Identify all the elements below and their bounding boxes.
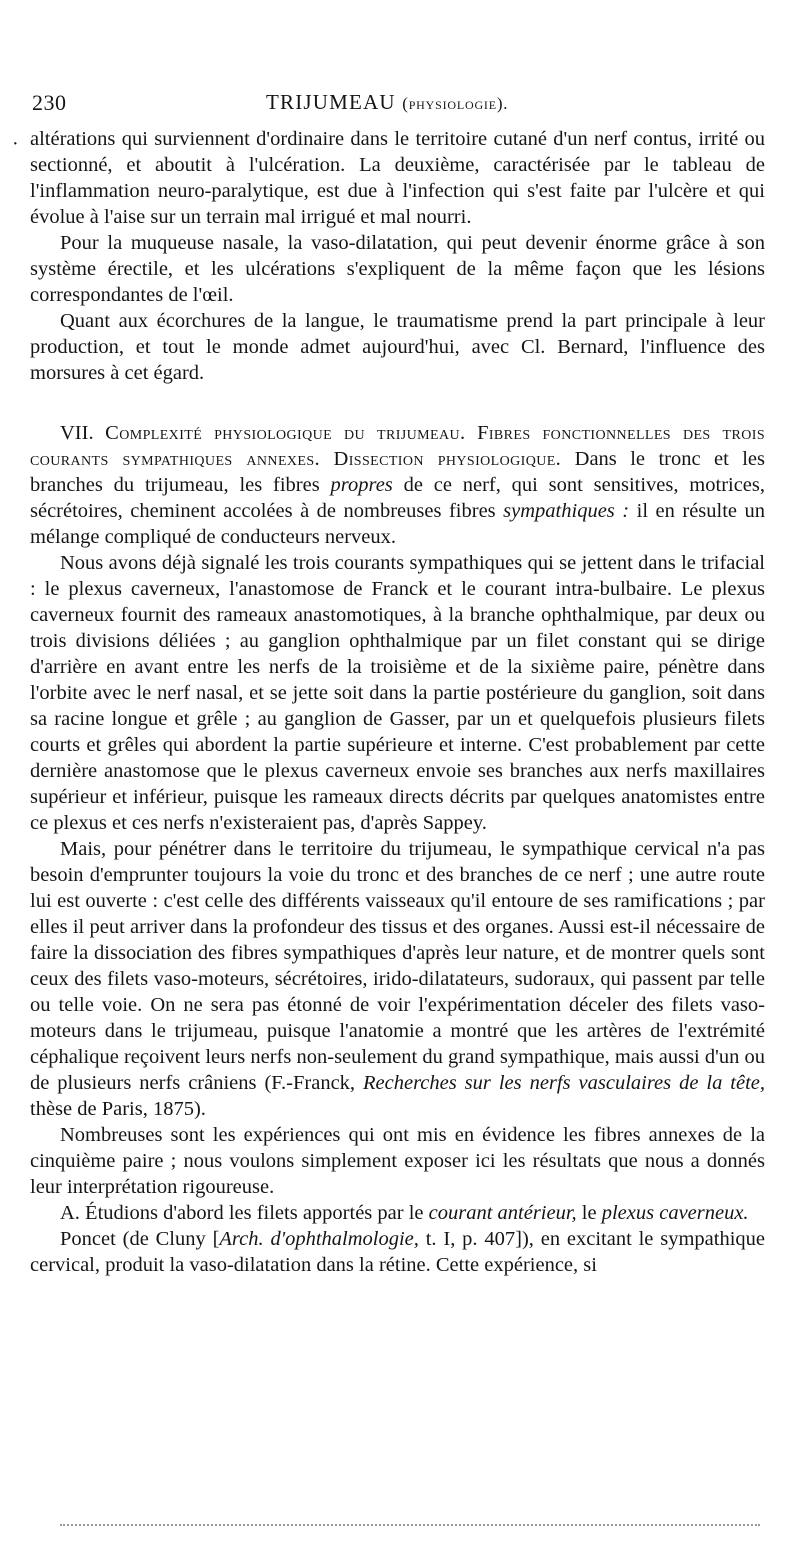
text-run: de ce nerf, qui sont sensitives, motrices, sécrétoires, cheminent accolées à de nombreuses fibres: [30, 474, 766, 522]
bottom-dotted-rule: [60, 1524, 760, 1526]
emphasis-sympathiques: sympathiques :: [503, 500, 630, 522]
text-run: thèse de Paris, 1875).: [30, 1098, 206, 1120]
paragraph-vascular-route: [30, 836, 765, 1122]
text-run: il en résulte un mélange compliqué de conducteurs nerveux.: [30, 500, 766, 548]
section-vii-paragraph: [30, 420, 765, 550]
paragraph-section-a: [30, 1200, 765, 1226]
page-header: [30, 86, 765, 126]
citation-journal: Arch. d'ophthalmologie,: [219, 1228, 419, 1250]
paragraph-nasal-mucosa: Pour la muqueuse nasale, la vaso-dilatation, qui peut devenir énorme grâce à son système érectile, et les ulcérations s'expliquent de la même façon que les lésions correspondantes de l'œil.: [30, 232, 765, 306]
text-run: Poncet (de Cluny [: [60, 1228, 220, 1250]
section-number: VII.: [60, 422, 94, 444]
text-run: t. I, p. 407]), en excitant le sympathique cervical, produit la vaso-dilatation dans la rétine. Cette expérience, si: [30, 1228, 765, 1276]
paragraph-poncet: [30, 1226, 765, 1278]
section-heading-complexity: Complexité physiologique du trijumeau.: [105, 422, 466, 444]
running-title-subtitle: (physiologie).: [402, 94, 509, 113]
paragraph-tongue: Quant aux écorchures de la langue, le traumatisme prend la part principale à leur production, et tout le monde admet aujourd'hui, avec Cl. Bernard, l'influence des morsures à cet égard.: [30, 310, 765, 384]
text-run: Mais, pour pénétrer dans le territoire du trijumeau, le sympathique cervical n'a pas besoin d'emprunter toujours la voie du tronc et des branches de ce nerf ; une autre route lui est ouverte : c'est celle des différents vaisseaux qu'il entoure de ses ramifications ; par elles il peut arriver dans la profondeur des tissus et des organes. Aussi est-il nécessaire de faire la dissociation des fibres sympathiques d'après leur nature, et de montrer quels sont ceux des filets vaso-moteurs, sécrétoires, irido-dilatateurs, sudoraux, qui passent par telle ou telle voie. On ne sera pas étonné de voir l'expérimentation déceler des filets vaso-moteurs dans le trijumeau, puisque l'anatomie a montré que les artères de l'extrémité céphalique reçoivent leurs nerfs non-seulement du grand sympathique, mais aussi d'un ou de plusieurs nerfs crâniens (F.-Franck,: [30, 838, 765, 1094]
emphasis-plexus-caverneux: plexus caverneux.: [601, 1202, 749, 1224]
paragraph-sympathetic-currents: Nous avons déjà signalé les trois courants sympathiques qui se jettent dans le trifacial : le plexus caverneux, l'anastomose de Franck et le courant intra-bulbaire. Le plexus caverneux fournit des rameaux anastomotiques, à la branche ophthalmique, par deux ou trois divisions déliées ; au ganglion ophthalmique par un filet constant qui se dirige d'arrière en avant entre les nerfs de la troisième et de la sixième paire, pénètre dans l'orbite avec le nerf nasal, et se jette soit dans la partie postérieure du ganglion, soit dans sa racine longue et grêle ; au ganglion de Gasser, par un et quelquefois plusieurs filets courts et grêles qui abordent la partie supérieure et interne. C'est probablement par cette dernière anastomose que le plexus caverneux envoie ses branches aux nerfs maxillaires supérieur et inférieur, puisque les rameaux directs décrits par quelques anatomistes entre ce plexus et ces nerfs n'existeraient pas, d'après Sappey.: [30, 552, 765, 834]
emphasis-propres: propres: [330, 474, 393, 496]
citation-title: Recherches sur les nerfs vasculaires de la tête,: [363, 1072, 765, 1094]
stray-print-mark: ·: [12, 133, 19, 155]
text-run: le: [581, 1202, 597, 1224]
running-title-main: TRIJUMEAU: [266, 90, 396, 114]
section-heading-dissection: Dissection physiologique.: [333, 448, 562, 470]
page-number: 230: [32, 90, 67, 115]
document-page: [30, 86, 765, 1278]
section-heading-fibres: Fibres fonctionnelles des trois courants sympathiques annexes.: [30, 422, 766, 470]
emphasis-courant-anterieur: courant antérieur,: [428, 1202, 577, 1224]
paragraph-continued: altérations qui surviennent d'ordinaire dans le territoire cutané d'un nerf contus, irrité ou sectionné, et aboutit à l'ulcération. La deuxième, caractérisée par le tableau de l'inflammation neuro-paralytique, est due à l'infection qui s'est faite par l'ulcère et qui évolue à l'aise sur un terrain mal irrigué et mal nourri.: [30, 128, 765, 228]
paragraph-experiments: Nombreuses sont les expériences qui ont mis en évidence les fibres annexes de la cinquième paire ; nous voulons simplement exposer ici les résultats que nous a donnés leur interprétation rigoureuse.: [30, 1124, 765, 1198]
body-text: [30, 126, 765, 1278]
text-run: A. Étudions d'abord les filets apportés par le: [60, 1202, 424, 1224]
text-run: Dans le tronc et les branches du trijumeau, les fibres: [30, 448, 766, 496]
running-title: [266, 90, 508, 115]
